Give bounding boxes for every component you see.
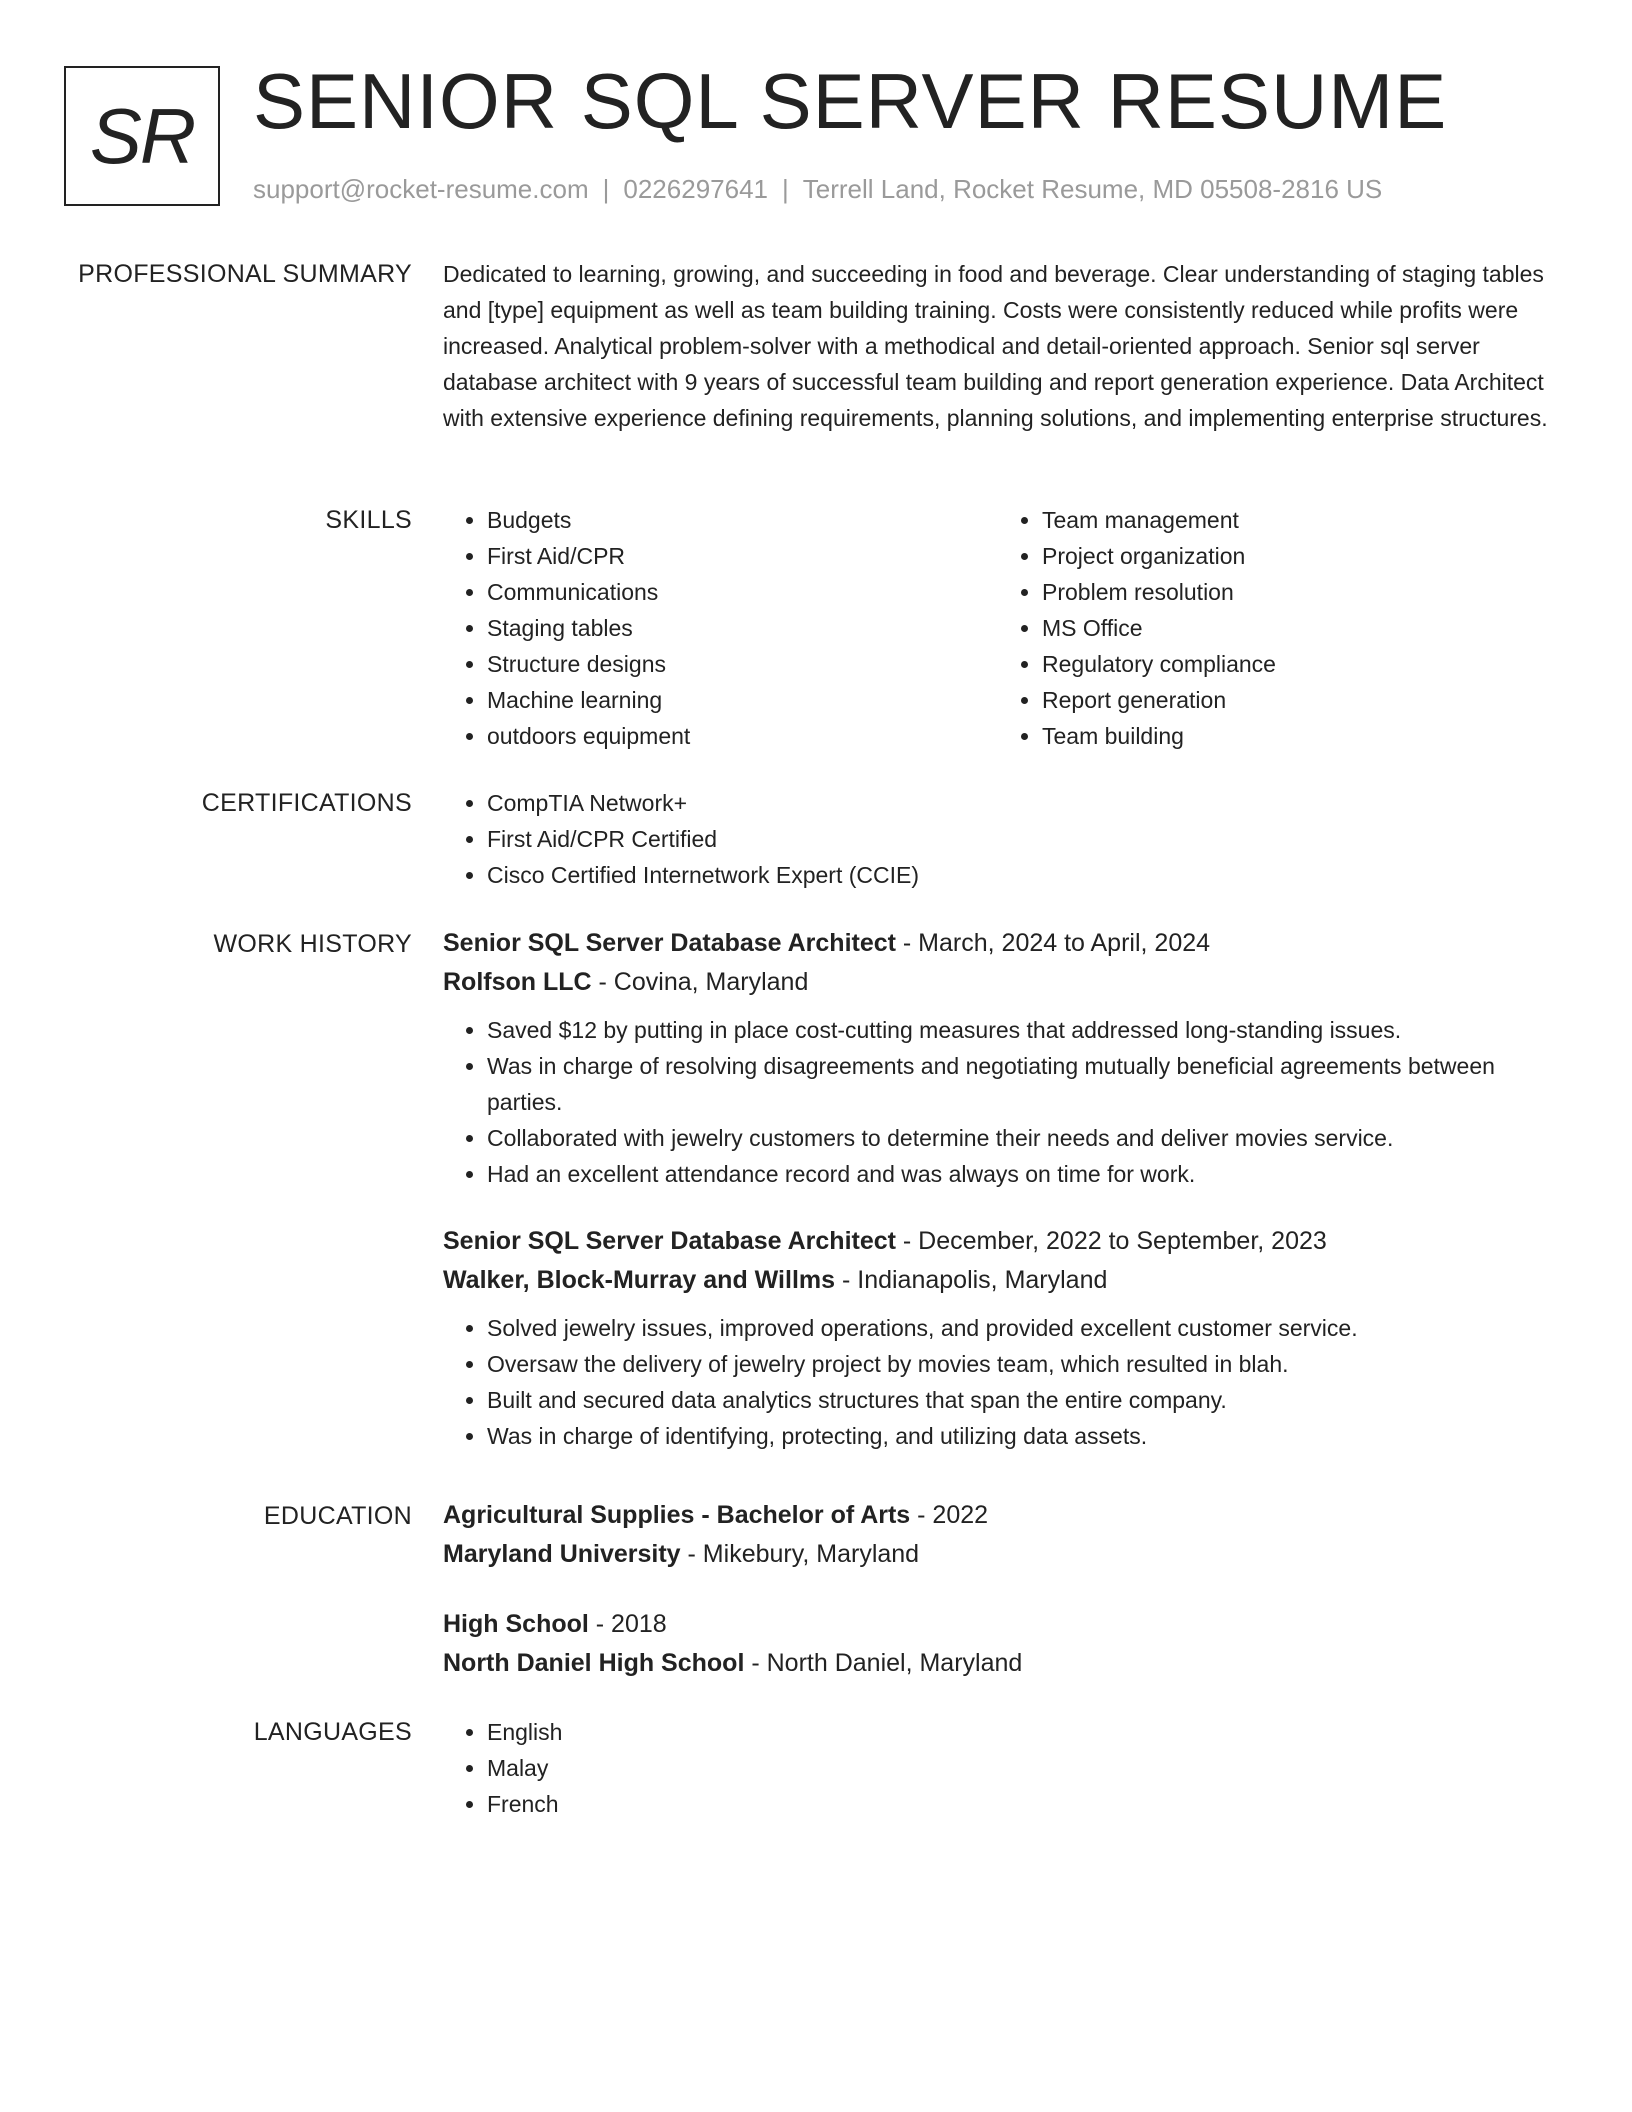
skill-item: • Staging tables [487,610,998,646]
skills-columns [443,502,1553,754]
language-item: • English [487,1714,1553,1750]
skill-item: • Project organization [1042,538,1553,574]
monogram-badge: SR [64,66,220,206]
job-company: Rolfson LLC [443,968,592,996]
section-title-work-history: WORK HISTORY [213,930,412,958]
certification-item: • Cisco Certified Internetwork Expert (CCIE) [487,857,1553,893]
job-location: - Indianapolis, Maryland [835,1266,1108,1294]
languages-list [443,1714,1553,1822]
education-year: - 2022 [910,1501,989,1529]
job-role: Senior SQL Server Database Architect [443,929,896,957]
job-company-line [443,963,1553,1002]
skill-item: • Machine learning [487,682,998,718]
job-company: Walker, Block-Murray and Willms [443,1266,836,1294]
section-title-certifications: CERTIFICATIONS [201,789,412,817]
education-school-line [443,1644,1553,1683]
contact-line [253,172,1382,206]
page-title: SENIOR SQL SERVER RESUME [253,57,1448,145]
job-bullets [443,1310,1553,1454]
summary-body [443,256,1553,436]
certifications-list [443,785,1553,893]
contact-phone[interactable]: 0226297641 [623,174,768,204]
skill-item: • Budgets [487,502,998,538]
section-title-education: EDUCATION [263,1502,412,1530]
education-school-line [443,1535,1553,1574]
job-location: - Covina, Maryland [591,968,809,996]
skill-item: • Team management [1042,502,1553,538]
skill-item: • Problem resolution [1042,574,1553,610]
contact-address: Terrell Land, Rocket Resume, MD 05508-2816 US [802,174,1383,204]
section-title-languages: LANGUAGES [253,1718,412,1746]
job-title-line [443,1222,1553,1261]
languages-body [443,1714,1553,1822]
education-entry [443,1496,1553,1574]
job-bullet: • Saved $12 by putting in place cost-cutting measures that addressed long-standing issues. [487,1012,1553,1048]
job-dates: - December, 2022 to September, 2023 [895,1227,1327,1255]
job-dates: - March, 2024 to April, 2024 [895,929,1211,957]
job-bullet: • Built and secured data analytics structures that span the entire company. [487,1382,1553,1418]
education-degree-line [443,1605,1553,1644]
skill-item: • outdoors equipment [487,718,998,754]
job-bullet: • Had an excellent attendance record and was always on time for work. [487,1156,1553,1192]
education-school: North Daniel High School [443,1649,745,1677]
education-entry [443,1605,1553,1683]
job-entry [443,1222,1553,1454]
job-entry [443,924,1553,1192]
skills-list-left [443,502,998,754]
job-bullet: • Oversaw the delivery of jewelry project by movies team, which resulted in blah. [487,1346,1553,1382]
summary-text: Dedicated to learning, growing, and succeeding in food and beverage. Clear understanding of staging tables and [type] equipment as well as team building training. Costs were consistently reduced while profits were increased. Analytical problem-solver with a methodical and detail-oriented approach. Senior sql server database architect with 9 years of successful team building and report generation experience. Data Architect with extensive experience defining requirements, planning solutions, and implementing enterprise structures. [443,261,1548,431]
contact-separator: | [602,174,610,204]
job-bullet: • Was in charge of identifying, protecting, and utilizing data assets. [487,1418,1553,1454]
skill-item: • Team building [1042,718,1553,754]
education-body [443,1496,1553,1683]
skill-item: • MS Office [1042,610,1553,646]
skill-item: • Report generation [1042,682,1553,718]
language-item: • French [487,1786,1553,1822]
section-title-skills: SKILLS [325,506,412,534]
job-bullet: • Was in charge of resolving disagreements and negotiating mutually beneficial agreements between parties. [487,1048,1553,1120]
job-bullets [443,1012,1553,1192]
language-item: • Malay [487,1750,1553,1786]
education-school: Maryland University [443,1540,681,1568]
certification-item: • First Aid/CPR Certified [487,821,1553,857]
education-location: - North Daniel, Maryland [744,1649,1023,1677]
skill-item: • Communications [487,574,998,610]
education-degree-line [443,1496,1553,1535]
certification-item: • CompTIA Network+ [487,785,1553,821]
education-location: - Mikebury, Maryland [680,1540,920,1568]
job-role: Senior SQL Server Database Architect [443,1227,896,1255]
education-year: - 2018 [588,1610,667,1638]
education-degree: Agricultural Supplies - Bachelor of Arts [443,1501,911,1529]
skill-item: • Regulatory compliance [1042,646,1553,682]
skills-list-right [998,502,1553,754]
work-history-body [443,924,1553,1454]
section-title-summary: PROFESSIONAL SUMMARY [78,260,412,288]
skill-item: • Structure designs [487,646,998,682]
education-degree: High School [443,1610,589,1638]
job-bullet: • Solved jewelry issues, improved operations, and provided excellent customer service. [487,1310,1553,1346]
job-company-line [443,1261,1553,1300]
contact-separator: | [782,174,789,204]
job-title-line [443,924,1553,963]
contact-email[interactable]: support@rocket-resume.com [253,174,589,204]
skill-item: • First Aid/CPR [487,538,998,574]
job-bullet: • Collaborated with jewelry customers to determine their needs and deliver movies service. [487,1120,1553,1156]
certifications-body [443,785,1553,893]
